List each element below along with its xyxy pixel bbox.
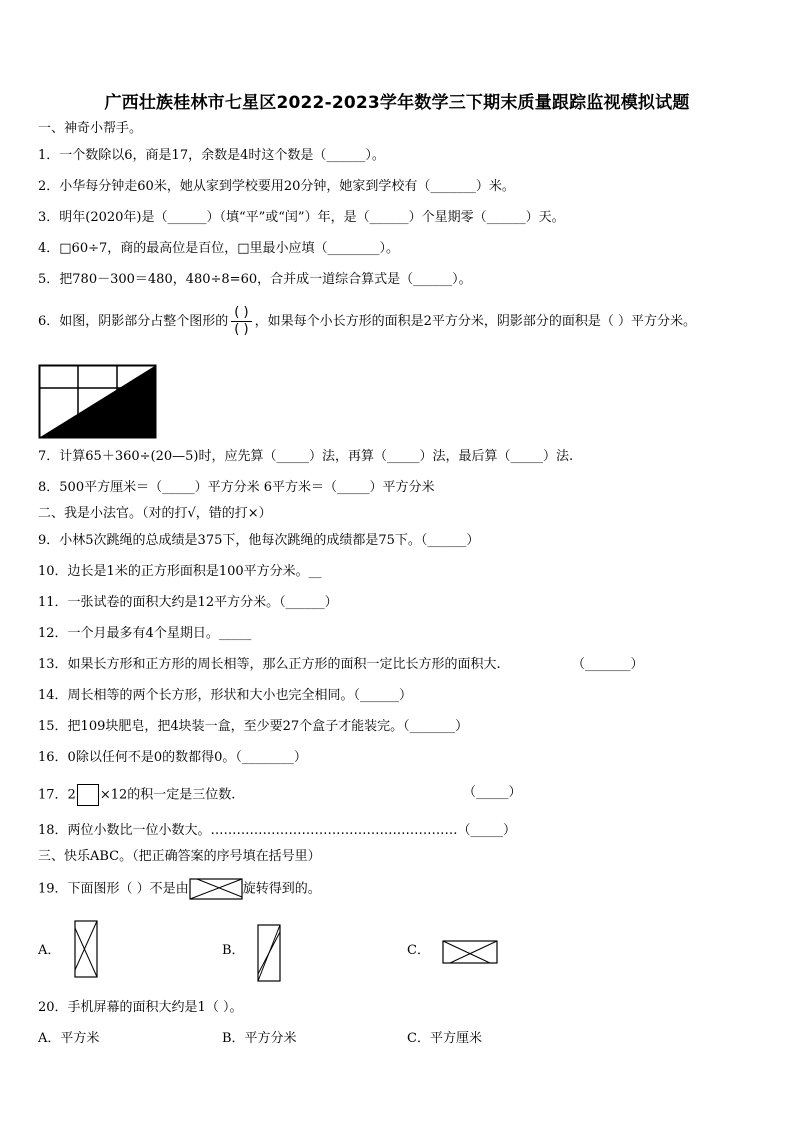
option-c-label: C．	[407, 943, 430, 958]
page-title: 广西壮族桂林市七星区2022-2023学年数学三下期末质量跟踪监视模拟试题	[104, 93, 690, 113]
section-heading-1: 一、神奇小帮手。	[38, 121, 143, 136]
q20-option-a: A．平方米	[38, 1031, 100, 1046]
question-9: 9．小林5次跳绳的总成绩是375下，他每次跳绳的成绩都是75下。（______）	[38, 533, 480, 548]
question-3: 3．明年(2020年)是（______）（填“平”或“闰”）年，是（______）个星期零（______）天。	[38, 210, 565, 225]
question-12: 12．一个月最多有4个星期日。_____	[38, 626, 252, 641]
question-8: 8．500平方厘米＝（_____）平方分米 6平方米＝（_____）平方分米	[38, 480, 435, 495]
option-a-label: A．	[38, 943, 61, 958]
question-19	[38, 878, 321, 900]
option-b-figure	[257, 924, 281, 982]
question-7: 7．计算65＋360÷(20—5)时，应先算（_____）法，再算（_____）法，最后算（_____）法.	[38, 449, 574, 464]
fraction-numerator: ( )	[231, 305, 251, 322]
section-heading-2: 二、我是小法官。（对的打√，错的打×）	[38, 506, 272, 521]
question-17-suffix: ×12的积一定是三位数.	[99, 787, 236, 803]
question-14: 14．周长相等的两个长方形，形状和大小也完全相同。（______）	[38, 688, 413, 703]
question-10: 10．边长是1米的正方形面积是100平方分米。__	[38, 564, 322, 579]
q20-option-b: B．平方分米	[222, 1031, 297, 1046]
question-6	[38, 305, 696, 338]
question-16: 16．0除以任何不是0的数都得0。（________）	[38, 750, 307, 765]
option-a-figure	[74, 920, 98, 978]
question-4: 4．□60÷7，商的最高位是百位，□里最小应填（________）。	[38, 241, 400, 256]
shaded-rectangle-figure	[38, 364, 158, 440]
question-19-suffix: 旋转得到的。	[242, 881, 321, 897]
fraction-denominator: ( )	[234, 322, 249, 337]
question-18: 18．两位小数比一位小数大。…………………………………………………（_____）	[38, 823, 517, 838]
question-1: 1．一个数除以6，商是17，余数是4时这个数是（______）。	[38, 148, 385, 163]
question-15: 15．把109块肥皂，把4块装一盒，至少要27个盒子才能装完。（_______）	[38, 719, 469, 734]
question-13-blank: （_______）	[572, 657, 644, 672]
question-17-blank: （_____）	[463, 785, 522, 800]
fraction-blank	[231, 305, 251, 338]
question-17-prefix: 17．2	[38, 787, 76, 803]
section-heading-3: 三、快乐ABC。（把正确答案的序号填在括号里）	[38, 849, 321, 864]
question-5: 5．把780－300＝480，480÷8=60，合并成一道综合算式是（______）。	[38, 272, 472, 287]
option-b-label: B．	[222, 943, 245, 958]
q20-option-c: C．平方厘米	[407, 1031, 482, 1046]
question-6-suffix: ，如果每个小长方形的面积是2平方分米，阴影部分的面积是（ ）平方分米。	[254, 314, 696, 329]
question-2: 2．小华每分钟走60米，她从家到学校要用20分钟，她家到学校有（_______）米。	[38, 179, 515, 194]
question-13: 13．如果长方形和正方形的周长相等，那么正方形的面积一定比长方形的面积大.	[38, 657, 501, 672]
question-6-prefix: 6．如图，阴影部分占整个图形的	[38, 314, 229, 329]
reference-rectangle-figure	[189, 878, 243, 900]
option-c-figure	[442, 940, 498, 964]
question-17	[38, 784, 235, 806]
question-19-prefix: 19．下面图形（ ）不是由	[38, 881, 189, 897]
question-11: 11．一张试卷的面积大约是12平方分米。（______）	[38, 595, 338, 610]
question-20: 20．手机屏幕的面积大约是1（ ）。	[38, 1000, 243, 1015]
digit-box	[77, 784, 99, 806]
